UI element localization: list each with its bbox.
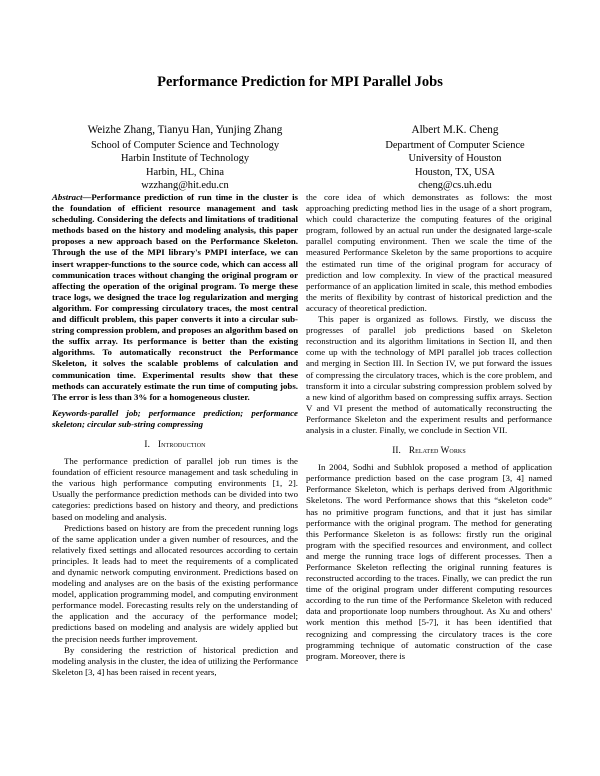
section-title: Related Works — [408, 445, 466, 456]
keywords — [52, 408, 298, 430]
author-dept: School of Computer Science and Technology — [90, 140, 280, 152]
paragraph: This paper is organized as follows. Firstly, we discuss the progresses of parallel job predictions based on Skeleton reconstruction and its algorithm limitations in Section II, and then come up with the technology of MPI parallel job traces collection and merging in Section III. In Section IV, we put forward the issues of compressing the circulatory traces, which is the core problem, and transform it into a circular substring compression problem solved by a new kind of algorithm based on compressing suffix arrays. Section V and VI present the method of automatically reconstructing the Performance Skeleton and the experiment results and performance analysis in a cluster. Finally, we conclude in Section VII. — [306, 314, 552, 435]
paper-title: Performance Prediction for MPI Parallel Jobs — [157, 74, 443, 90]
author-right — [340, 124, 570, 192]
paragraph: By considering the restriction of historical prediction and modeling analysis in the cluster, the idea of utilizing the Performance Skeleton [3, 4] has been raised in recent years, — [52, 644, 298, 677]
paragraph: the core idea of which demonstrates as follows: the most approaching predicting method lies in the usage of a short program, which could characterize the computing features of the original program, followed by an actual run under the designated large-scale parallel computing environment. Then we scale the time of the measured Performance Skeleton by the same proportions to acquire the estimated run time of the original program for accuracy of prediction and low complexity. In view of the practical measured performance of an application limited in scale, this method embodies the merits of flexibility by contrast of historical prediction and the accuracy of theoretical prediction. — [306, 192, 552, 313]
author-names: Weizhe Zhang, Tianyu Han, Yunjing Zhang — [87, 124, 283, 136]
section-title: Introduction — [157, 438, 206, 449]
author-email: cheng@cs.uh.edu — [418, 179, 492, 191]
abstract — [52, 192, 298, 403]
paragraph: Predictions based on history are from the precedent running logs of the same application under a given number of resources, and the relatively fixed settings and allocated resources according to certain principles. It leads had to meet the requirements of a complicated and dynamic network computing environment. Predictions based on modeling and analyses are on the basis of the existing performance model, application programming model, and computing environment performance model. Forecasting results rely on the understanding of the application and the accuracy of the performance model; predictions based on modeling and analysis are widely applied but the precision needs further improvement. — [52, 522, 298, 644]
keywords-label: Keywords- — [52, 407, 91, 418]
section-heading-related-works — [306, 445, 552, 456]
keywords-text: parallel job; performance prediction; performance skeleton; circular sub-string compressing — [52, 407, 298, 429]
section-number: II. — [392, 445, 401, 456]
right-column — [306, 192, 552, 662]
author-inst: Harbin Institute of Technology — [120, 153, 250, 165]
abstract-text: —Performance prediction of run time in the cluster is the foundation of efficient resource management and task scheduling. Considering the defects and limitations of traditional methods based on the history and modeling analysis, this paper proposes a new approach based on the Performance Skeleton. Through the use of the MPI library's PMPI interface, we can insert wrapper-functions to the source code, which can access all communication traces without changing the original program or affecting the operation of the original program. To merge these trace logs, we designed the trace log regularization and merging algorithm. For compressing circulatory traces, the most central and difficult problem, this paper converts it into a circular sub-string compression problem, and proposes an algorithm based on the suffix array. Its performance is better than the existing algorithms. To automatically reconstruct the Performance Skeleton, it solves the scalable problems of calculation and communication time. Experimental results show that these methods can accurately estimate the run time of computing jobs. The error is less than 3% for a homogeneous cluster. — [52, 192, 298, 402]
author-left — [60, 124, 310, 192]
paragraph: The performance prediction of parallel job run times is the foundation of efficient resource management and task scheduling in the various high performance computing environments [1, 2]. Usually the performance prediction methods can be divided into two categories: predictions based on history and theory, and predictions based on modeling and analysis. — [52, 456, 298, 522]
author-city: Harbin, HL, China — [146, 166, 224, 178]
left-column — [52, 192, 298, 678]
section-number: I. — [144, 438, 150, 449]
author-inst: University of Houston — [408, 153, 502, 165]
author-names: Albert M.K. Cheng — [411, 124, 499, 136]
section-heading-introduction — [52, 439, 298, 450]
abstract-label: Abstract — [52, 192, 83, 202]
author-dept: Department of Computer Science — [385, 140, 525, 152]
paragraph: In 2004, Sodhi and Subhlok proposed a method of application performance prediction based on the case program [3, 4] named Performance Skeleton, which is perhaps derived from Algorithmic Skeletons. The word Performance shows that this “skeleton code” has no primitive program functions, and that it just has similar performance with the original program. The method for generating this Performance Skeleton is as follows: firstly run the original program with the specified resources and environment, and collect and merge the running trace logs of different processes. Then a Performance Skeleton reflecting the original running features is reconstructed according to the traces. Finally, we can predict the run time of the original program under different computing resources according to the run time of the Performance Skeleton with reduced data and proportionate loop numbers throughout. As Xu and others' work mention this method [5-7], it has been identified that recognizing and compressing the circulatory traces is the core programming technique of automatic construction of the case program. Moreover, there is — [306, 462, 552, 661]
author-city: Houston, TX, USA — [414, 166, 496, 178]
author-email: wzzhang@hit.edu.cn — [141, 179, 229, 191]
